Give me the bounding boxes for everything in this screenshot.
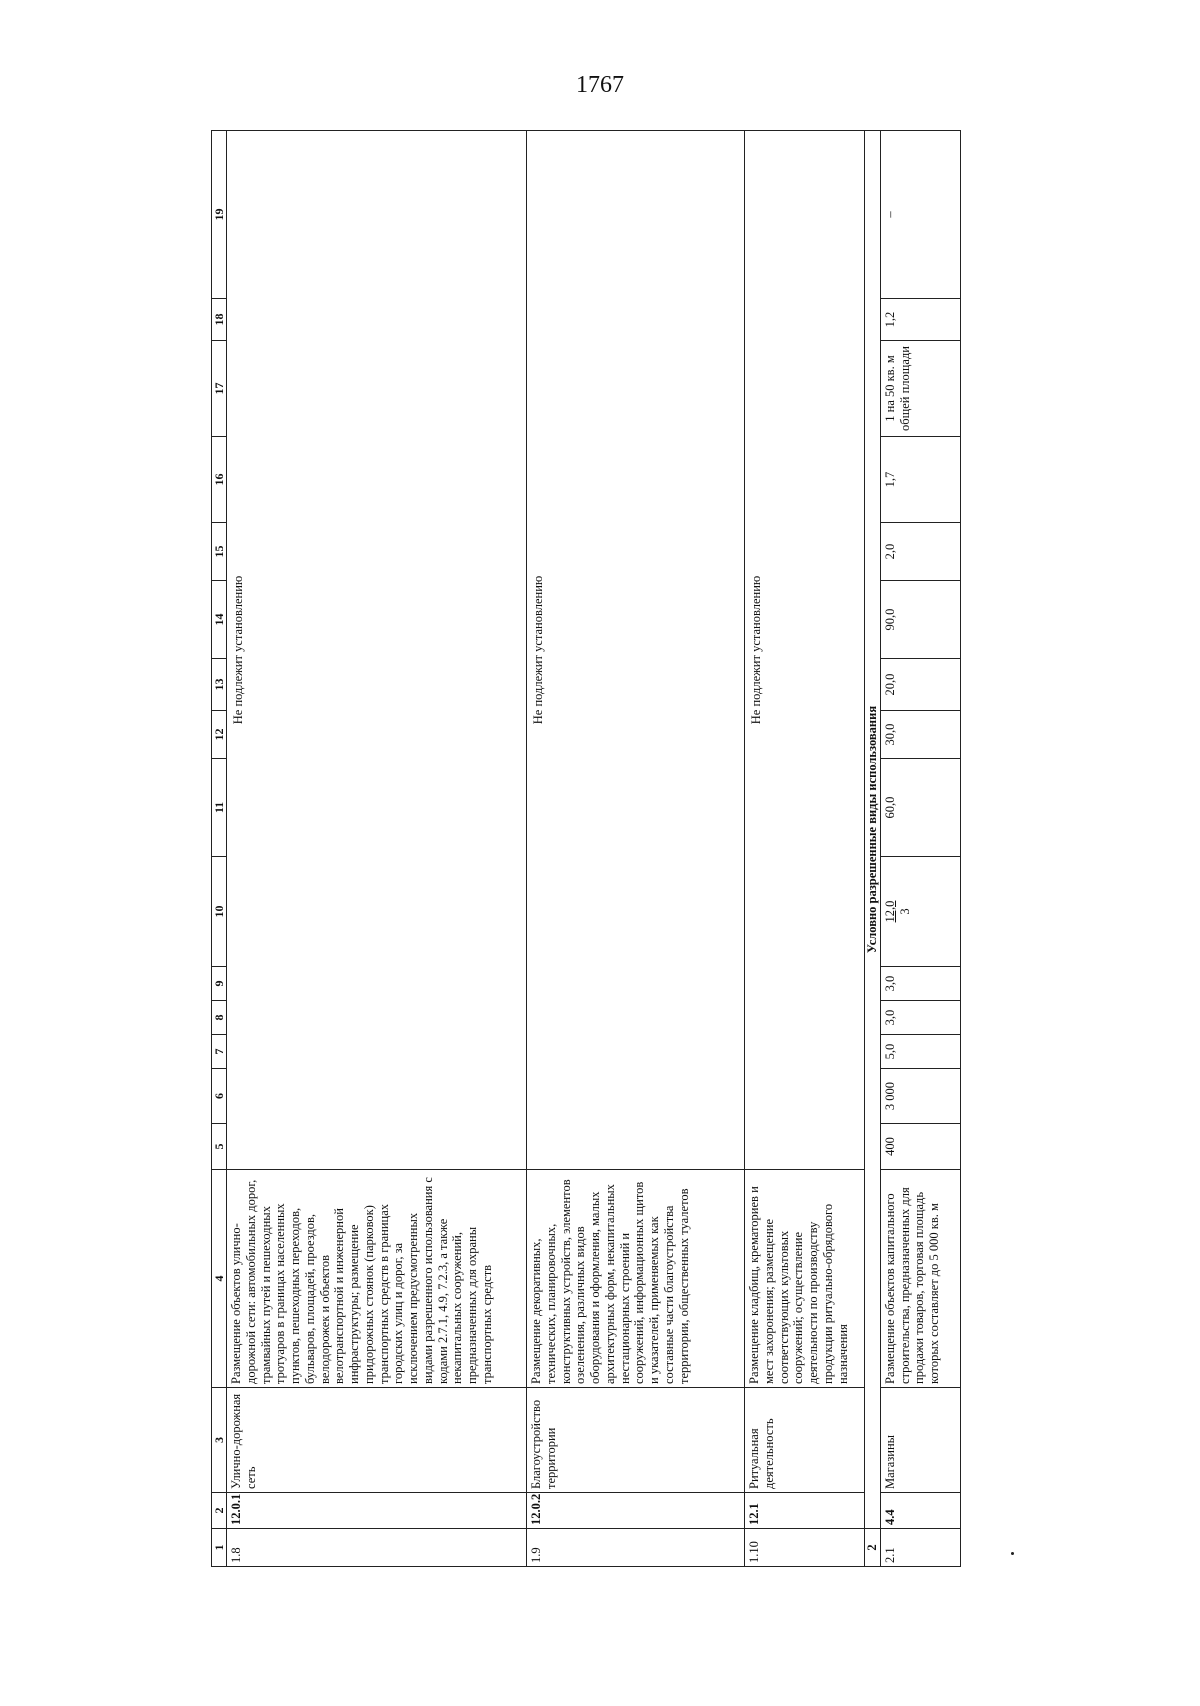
col-header: 18	[212, 299, 227, 341]
use-name: Магазины	[880, 1388, 960, 1493]
col-header: 16	[212, 437, 227, 523]
col-header: 5	[212, 1124, 227, 1170]
use-code: 12.0.2	[527, 1493, 745, 1529]
section-title: Условно разрешенные виды использования	[865, 131, 881, 1529]
page-number: 1767	[576, 72, 624, 98]
not-established-note: Не подлежит установлению	[227, 131, 527, 1170]
row-number: 2.1	[880, 1529, 960, 1567]
cell-c15: 2,0	[880, 523, 960, 581]
table-row	[227, 131, 527, 1567]
table-row	[527, 131, 745, 1567]
col-header: 8	[212, 1001, 227, 1035]
col-header: 3	[212, 1388, 227, 1493]
use-name: Благоустройство территории	[527, 1388, 745, 1493]
use-code: 12.0.1	[227, 1493, 527, 1529]
cell-c16: 1,7	[880, 437, 960, 523]
col-header: 6	[212, 1069, 227, 1124]
zoning-table	[211, 130, 961, 1567]
table-row	[880, 131, 960, 1567]
use-code: 12.1	[745, 1493, 865, 1529]
col-header: 12	[212, 711, 227, 759]
cell-c11: 60,0	[880, 759, 960, 857]
use-code: 4.4	[880, 1493, 960, 1529]
section-row	[865, 131, 881, 1567]
cell-c19: –	[880, 131, 960, 299]
cell-c10	[880, 857, 960, 967]
fraction-numerator: 12,0	[882, 900, 897, 923]
cell-c9: 3,0	[880, 967, 960, 1001]
use-description: Размещение кладбищ, крематориев и мест захоронения; размещение соответствующих культовых сооружений; осуществление деятельности по производству продукции ритуально-обрядового назначения	[745, 1170, 865, 1388]
cell-c18: 1,2	[880, 299, 960, 341]
use-name: Улично-дорожная сеть	[227, 1388, 527, 1493]
col-header: 11	[212, 759, 227, 857]
cell-c7: 5,0	[880, 1035, 960, 1069]
cell-c5: 400	[880, 1124, 960, 1170]
scan-speck	[1011, 1552, 1014, 1555]
use-description: Размещение объектов улично-дорожной сети: автомобильных дорог, трамвайных путей и пешеходных тротуаров в границах населенных пунктов, пешеходных переходов, бульваров, площадей, проездов, велодорожек и объектов велотранспортной и инженерной инфраструктуры; размещение придорожных стоянок (парковок) транспортных средств в границах городских улиц и дорог, за исключением предусмотренных видами разрешенного использования с кодами 2.7.1, 4.9, 7.2.3, а также некапитальных сооружений, предназначенных для охраны транспортных средств	[227, 1170, 527, 1388]
use-description: Размещение декоративных, технических, планировочных, конструктивных устройств, элементов озеленения, различных видов оборудования и оформления, малых архитектурных форм, некапитальных нестационарных строений и сооружений, информационных щитов и указателей, применяемых как составные части благоустройства территории, общественных туалетов	[527, 1170, 745, 1388]
col-header: 14	[212, 581, 227, 659]
use-description: Размещение объектов капитального строительства, предназначенных для продажи товаров, торговая площадь которых составляет до 5 000 кв. м	[880, 1170, 960, 1388]
fraction-denominator: 3	[897, 908, 912, 915]
col-header: 4	[212, 1170, 227, 1388]
cell-c12: 30,0	[880, 711, 960, 759]
cell-c14: 90,0	[880, 581, 960, 659]
row-number: 1.8	[227, 1529, 527, 1567]
cell-c8: 3,0	[880, 1001, 960, 1035]
col-header: 1	[212, 1529, 227, 1567]
col-header: 2	[212, 1493, 227, 1529]
col-header: 15	[212, 523, 227, 581]
section-number: 2	[865, 1529, 881, 1567]
col-header: 17	[212, 341, 227, 437]
col-header: 10	[212, 857, 227, 967]
col-header: 9	[212, 967, 227, 1001]
cell-c17: 1 на 50 кв. м общей площади	[880, 341, 960, 437]
table-row	[745, 131, 865, 1567]
row-number: 1.9	[527, 1529, 745, 1567]
col-header: 7	[212, 1035, 227, 1069]
header-row	[212, 131, 227, 1567]
not-established-note: Не подлежит установлению	[745, 131, 865, 1170]
row-number: 1.10	[745, 1529, 865, 1567]
not-established-note: Не подлежит установлению	[527, 131, 745, 1170]
col-header: 13	[212, 659, 227, 711]
use-name: Ритуальная деятельность	[745, 1388, 865, 1493]
cell-c13: 20,0	[880, 659, 960, 711]
cell-c6: 3 000	[880, 1069, 960, 1124]
rotated-table-container	[211, 131, 1031, 1567]
col-header: 19	[212, 131, 227, 299]
